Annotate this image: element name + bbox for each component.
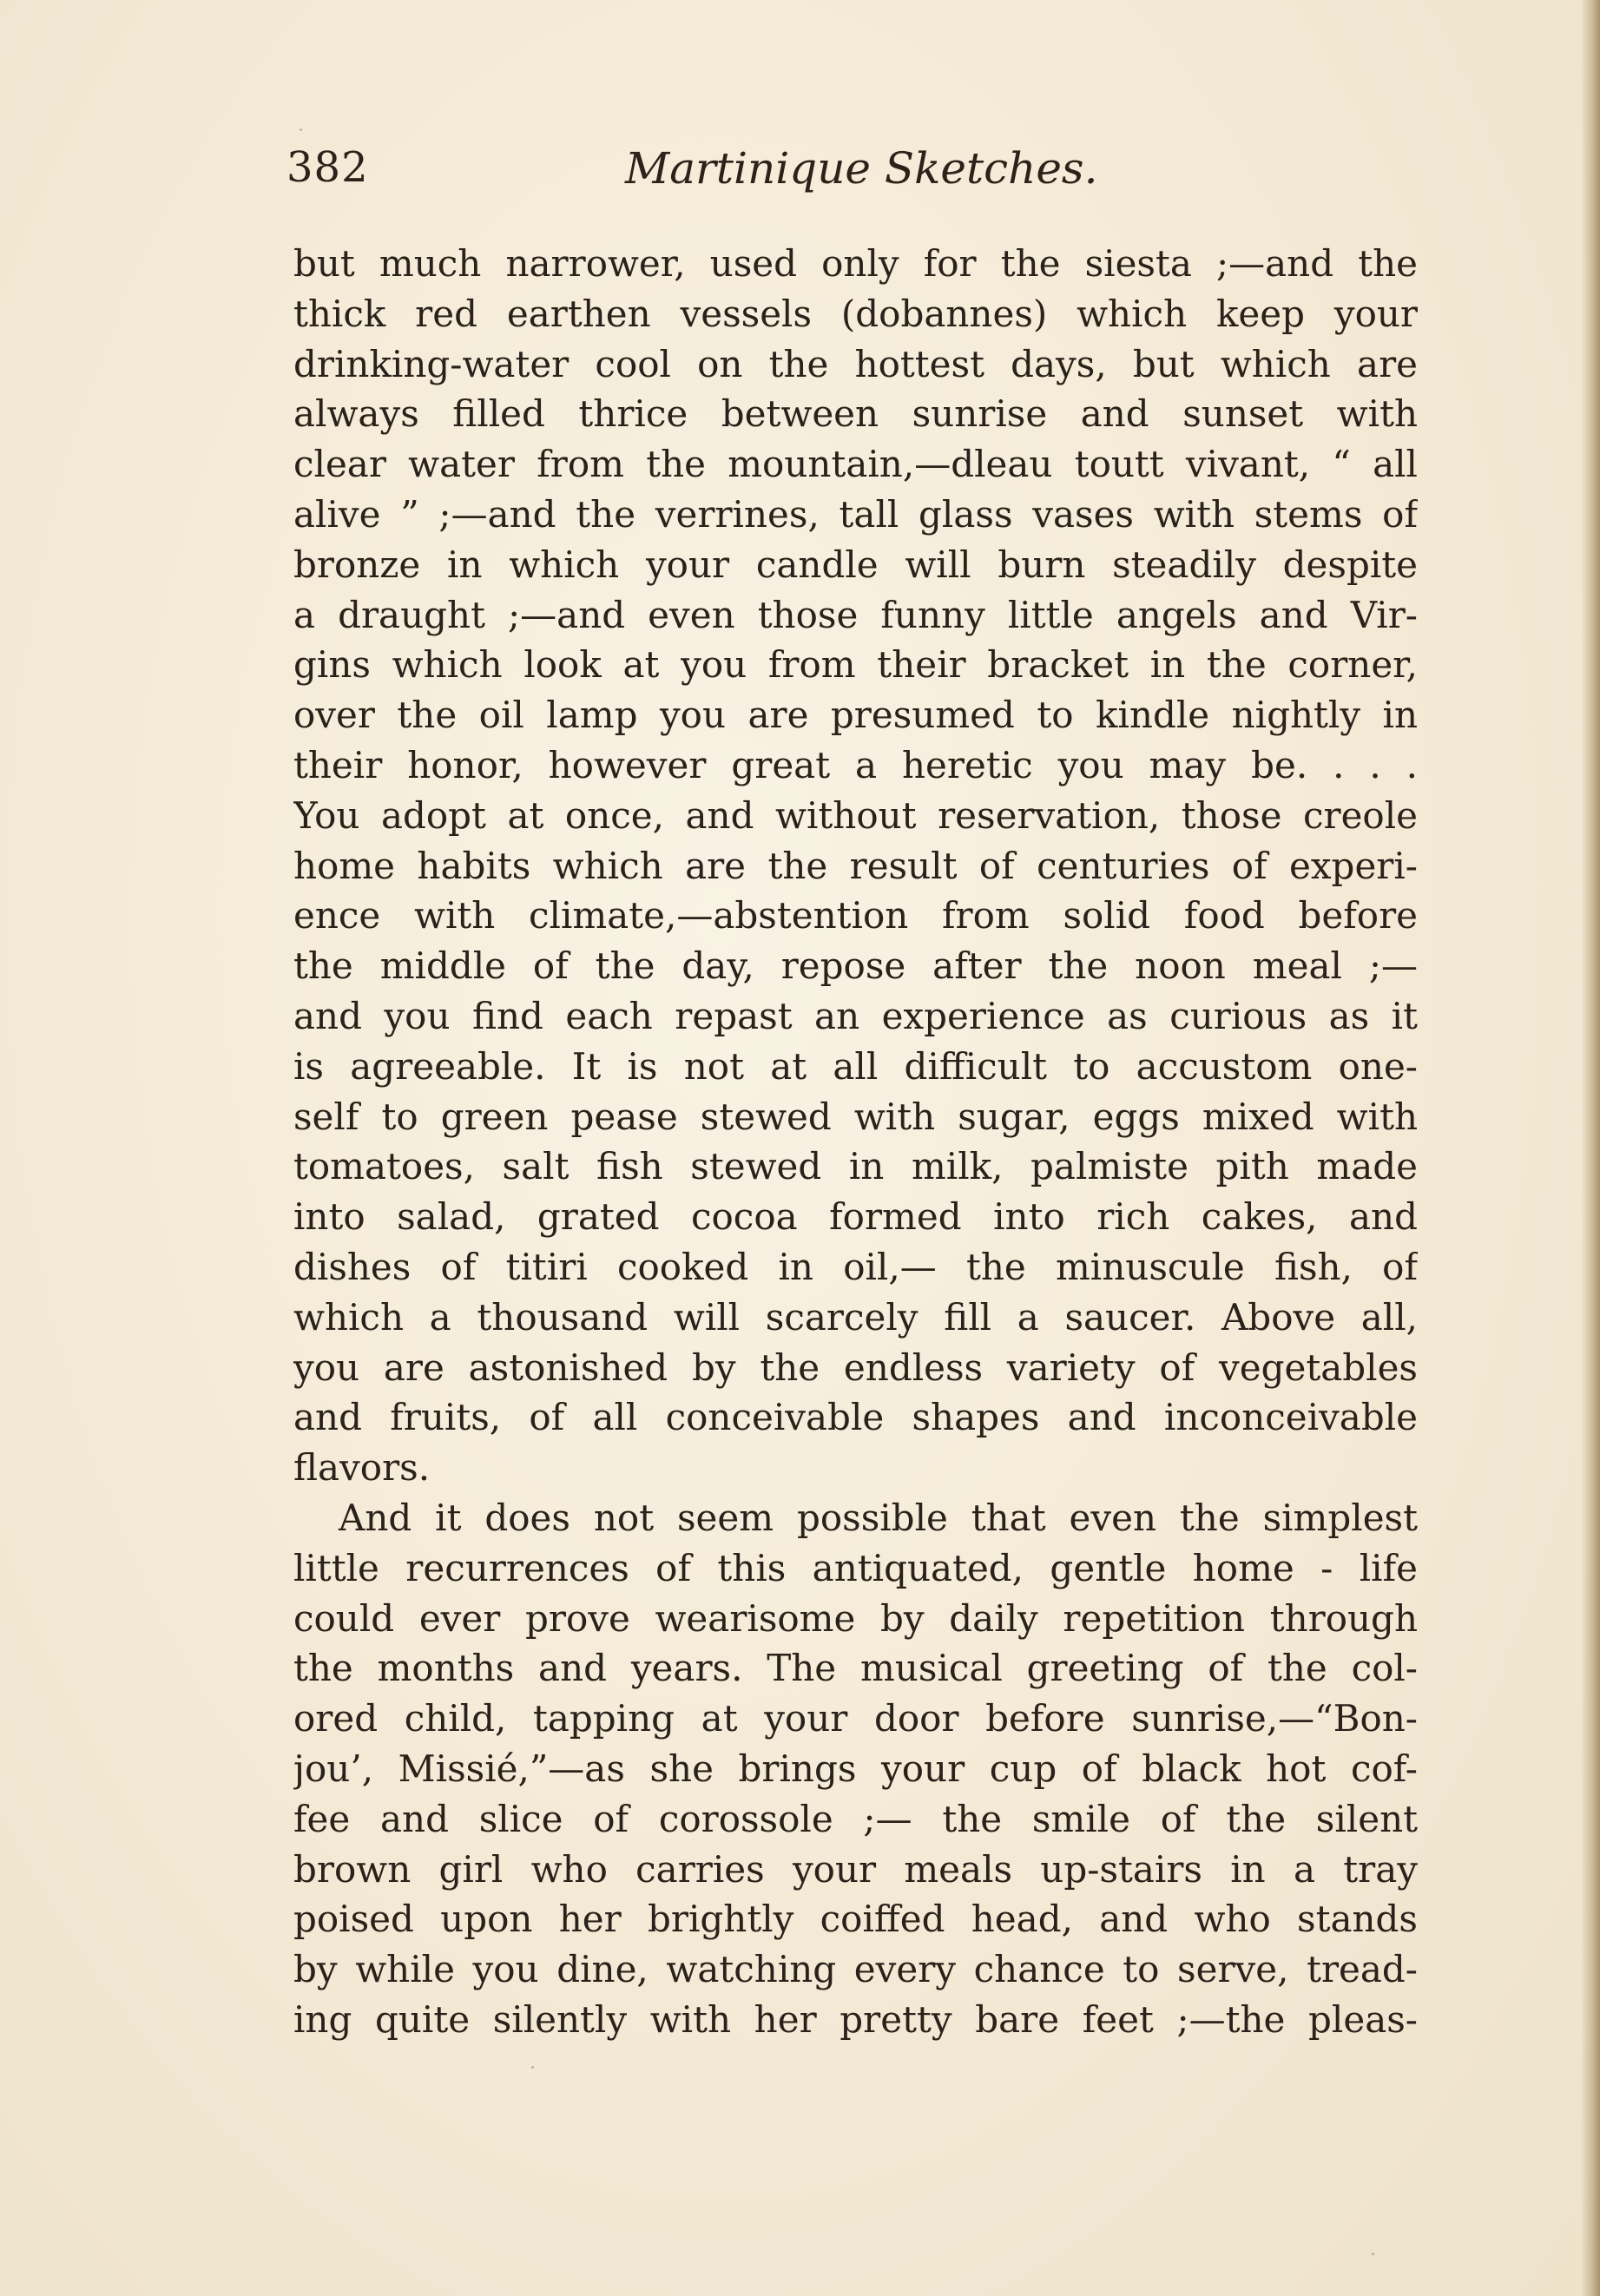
text-line: ence with climate,—abstention from solid food before	[293, 894, 1418, 937]
paper-speck	[1372, 2253, 1374, 2255]
text-line: into salad, grated cocoa formed into rich cakes, and	[293, 1195, 1418, 1239]
text-line: dishes of titiri cooked in oil,— the minuscule fish, of	[293, 1245, 1418, 1288]
text-line: ing quite silently with her pretty bare feet ;—the pleas-	[293, 1997, 1418, 2041]
text-line: the months and years. The musical greeting of the col-	[293, 1647, 1418, 1690]
page-number: 382	[286, 143, 369, 192]
text-line: bronze in which your candle will burn steadily despite	[293, 543, 1418, 586]
text-line: clear water from the mountain,—dleau toutt vivant, “ all	[293, 443, 1418, 486]
text-line: jou’, Missié,”—as she brings your cup of black hot cof-	[293, 1747, 1418, 1790]
paper-speck	[531, 2066, 534, 2069]
text-line: is agreeable. It is not at all difficult to accustom one-	[293, 1044, 1418, 1088]
text-line: poised upon her brightly coiffed head, and who stands	[293, 1898, 1418, 1941]
text-line: gins which look at you from their bracket in the corner,	[293, 643, 1418, 687]
text-line: home habits which are the result of centuries of experi-	[293, 844, 1418, 887]
paper-speck	[300, 128, 302, 131]
text-line: which a thousand will scarcely fill a saucer. Above all,	[293, 1295, 1418, 1339]
text-line: their honor, however great a heretic you may be. . . .	[293, 743, 1418, 786]
body-text	[293, 239, 1418, 2045]
paragraph-start-line: And it does not seem possible that even the simplest	[339, 1496, 1418, 1539]
text-line: by while you dine, watching every chance to serve, tread-	[293, 1948, 1418, 1991]
text-line: the middle of the day, repose after the noon meal ;—	[293, 944, 1418, 988]
text-line: and fruits, of all conceivable shapes and inconceivable	[293, 1396, 1418, 1439]
text-line: and you find each repast an experience as curious as it	[293, 994, 1418, 1037]
text-line: little recurrences of this antiquated, gentle home - life	[293, 1546, 1418, 1589]
text-line: always filled thrice between sunrise and sunset with	[293, 392, 1418, 436]
text-line: a draught ;—and even those funny little angels and Vir-	[293, 593, 1418, 636]
text-line: self to green pease stewed with sugar, eggs mixed with	[293, 1095, 1418, 1138]
text-line: but much narrower, used only for the siesta ;—and the	[293, 242, 1418, 285]
text-line: thick red earthen vessels (dobannes) which keep your	[293, 292, 1418, 335]
paragraph-end-line: flavors.	[293, 1446, 431, 1490]
text-line: tomatoes, salt fish stewed in milk, palmiste pith made	[293, 1145, 1418, 1188]
text-line: could ever prove wearisome by daily repetition through	[293, 1596, 1418, 1640]
page-edge-shadow	[1581, 0, 1600, 2296]
text-line: ored child, tapping at your door before sunrise,—“Bon-	[293, 1697, 1418, 1740]
page-header	[0, 143, 1600, 213]
text-line: brown girl who carries your meals up-stairs in a tray	[293, 1847, 1418, 1891]
text-line: fee and slice of corossole ;— the smile of the silent	[293, 1797, 1418, 1840]
text-line: alive ” ;—and the verrines, tall glass vases with stems of	[293, 492, 1418, 536]
running-title: Martinique Sketches.	[625, 143, 1098, 194]
text-line: drinking-water cool on the hottest days, but which are	[293, 342, 1418, 385]
text-line: over the oil lamp you are presumed to kindle nightly in	[293, 694, 1418, 737]
text-line: you are astonished by the endless variety of vegetables	[293, 1345, 1418, 1389]
text-line: You adopt at once, and without reservation, those creole	[293, 793, 1418, 837]
